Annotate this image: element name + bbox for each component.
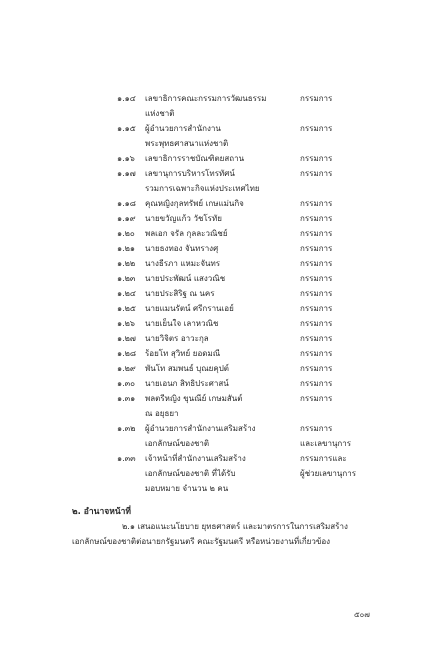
member-number: ๑.๓๒ — [117, 424, 136, 433]
member-row — [0, 151, 432, 166]
member-role — [300, 91, 400, 121]
member-role — [300, 271, 400, 286]
member-number: ๑.๑๕ — [117, 124, 136, 133]
member-row — [0, 286, 432, 301]
member-role-line: กรรมการ — [300, 364, 333, 373]
member-row — [0, 226, 432, 241]
member-name — [145, 166, 300, 196]
member-row — [0, 91, 432, 121]
member-number: ๑.๑๖ — [117, 154, 135, 163]
member-name — [145, 451, 300, 496]
member-name-line: เลขาธิการราชบัณฑิตยสถาน — [145, 154, 245, 163]
member-row — [0, 346, 432, 361]
duty-line: ๒.๑ เสนอแนะนโยบาย ยุทธศาสตร์ และมาตรการในการเสริมสร้าง — [122, 522, 348, 531]
member-role-line: กรรมการ — [300, 349, 333, 358]
member-name-line: ผู้อำนวยการสำนักงานเสริมสร้าง — [145, 424, 256, 433]
member-name-line: ณ อยุธยา — [145, 409, 179, 418]
member-role-line: กรรมการ — [300, 259, 333, 268]
duty-paragraph — [72, 519, 372, 549]
member-number: ๑.๒๘ — [117, 349, 137, 358]
member-number: ๑.๑๙ — [117, 214, 136, 223]
member-role-line: กรรมการ — [300, 214, 333, 223]
duty-line: เอกลักษณ์ของชาติต่อนายกรัฐมนตรี คณะรัฐมนตรี หรือหน่วยงานที่เกี่ยวข้อง — [72, 537, 331, 546]
member-number: ๑.๒๔ — [117, 289, 136, 298]
member-name-line: เลขานุการบริหารโทรทัศน์ — [145, 169, 235, 178]
member-name-line: นายเย็นใจ เลาหวณิช — [145, 319, 219, 328]
member-role — [300, 451, 400, 496]
member-name-line: คุณหญิงกุลทรัพย์ เกษแม่นกิจ — [145, 199, 244, 208]
member-role-line: กรรมการ — [300, 229, 333, 238]
member-number: ๑.๒๒ — [117, 259, 136, 268]
member-number: ๑.๒๐ — [117, 229, 135, 238]
member-name — [145, 196, 300, 211]
member-role — [300, 421, 400, 451]
member-role — [300, 361, 400, 376]
member-role-line: ผู้ช่วยเลขานุการ — [300, 469, 356, 478]
member-role — [300, 391, 400, 421]
member-role — [300, 286, 400, 301]
member-row — [0, 361, 432, 376]
member-role-line: กรรมการ — [300, 274, 333, 283]
member-role-line: กรรมการ — [300, 169, 333, 178]
member-name-line: นายประสิริฐ ณ นคร — [145, 289, 215, 298]
member-number: ๑.๑๗ — [117, 169, 136, 178]
member-role-line: กรรมการ — [300, 244, 333, 253]
member-role — [300, 331, 400, 346]
member-name-line: พลตรีหญิง ขุนณีย์ เกษมสันต์ — [145, 394, 243, 403]
member-role-line: กรรมการ — [300, 124, 333, 133]
member-number: ๑.๑๔ — [117, 94, 136, 103]
member-name — [145, 346, 300, 361]
member-name-line: พระพุทธศาสนาแห่งชาติ — [145, 139, 229, 148]
member-name-line: เจ้าหน้าที่สำนักงานเสริมสร้าง — [145, 454, 246, 463]
member-row — [0, 196, 432, 211]
member-row — [0, 391, 432, 421]
member-role-line: และเลขานุการ — [300, 439, 352, 448]
member-name — [145, 256, 300, 271]
member-name — [145, 271, 300, 286]
page-number: ๕๐๗ — [354, 610, 370, 619]
member-role-line: กรรมการ — [300, 319, 333, 328]
member-number: ๑.๒๙ — [117, 364, 136, 373]
member-number: ๑.๑๘ — [117, 199, 136, 208]
member-name-line: นางธีรภา แหมะจันทร — [145, 259, 221, 268]
member-row — [0, 256, 432, 271]
member-row — [0, 301, 432, 316]
member-role-line: กรรมการ — [300, 304, 333, 313]
member-number: ๑.๓๐ — [117, 379, 135, 388]
member-name — [145, 226, 300, 241]
member-name-line: รวมการเฉพาะกิจแห่งประเทศไทย — [145, 184, 260, 193]
member-number: ๑.๒๖ — [117, 319, 135, 328]
member-name — [145, 391, 300, 421]
member-name — [145, 316, 300, 331]
section-heading: ๒. อำนาจหน้าที่ — [72, 507, 132, 517]
member-row — [0, 331, 432, 346]
member-role-line: กรรมการและ — [300, 454, 347, 463]
member-row — [0, 121, 432, 151]
member-name — [145, 211, 300, 226]
member-number: ๑.๒๓ — [117, 274, 136, 283]
member-number: ๑.๓๑ — [117, 394, 136, 403]
member-name-line: ผู้อำนวยการสำนักงาน — [145, 124, 221, 133]
member-row — [0, 271, 432, 286]
member-row — [0, 316, 432, 331]
member-name-line: นายธงทอง จันทรางศุ — [145, 244, 219, 253]
member-role-line: กรรมการ — [300, 394, 333, 403]
member-name-line: มอบหมาย จำนวน ๒ คน — [145, 484, 229, 493]
member-name — [145, 361, 300, 376]
member-number: ๑.๓๓ — [117, 454, 136, 463]
member-number: ๑.๒๑ — [117, 244, 135, 253]
committee-member-list — [0, 91, 432, 496]
member-name — [145, 151, 300, 166]
member-role — [300, 301, 400, 316]
member-row — [0, 451, 432, 496]
member-number: ๑.๒๕ — [117, 304, 136, 313]
member-role — [300, 241, 400, 256]
member-name — [145, 286, 300, 301]
member-name-line: พันโท สมพนธ์ บุณยคุปต์ — [145, 364, 229, 373]
member-name-line: เลขาธิการคณะกรรมการวัฒนธรรม — [145, 94, 267, 103]
member-role — [300, 166, 400, 196]
member-number: ๑.๒๗ — [117, 334, 136, 343]
member-role-line: กรรมการ — [300, 424, 333, 433]
member-row — [0, 376, 432, 391]
member-name — [145, 301, 300, 316]
member-role — [300, 256, 400, 271]
member-role — [300, 196, 400, 211]
member-name-line: นายประพัฒน์ แสงวณิช — [145, 274, 226, 283]
member-role-line: กรรมการ — [300, 199, 333, 208]
member-name-line: เอกลักษณ์ของชาติ ที่ได้รับ — [145, 469, 236, 478]
member-row — [0, 421, 432, 451]
member-name-line: นายวิจิตร อาวะกุล — [145, 334, 209, 343]
member-role — [300, 346, 400, 361]
member-name — [145, 331, 300, 346]
member-name-line: ร้อยโท สุวิทย์ ยอดมณี — [145, 349, 221, 358]
member-role — [300, 121, 400, 151]
member-name — [145, 376, 300, 391]
member-role — [300, 316, 400, 331]
member-role-line: กรรมการ — [300, 334, 333, 343]
member-name-line: พลเอก จรัล กุลละวณิชย์ — [145, 229, 228, 238]
member-role-line: กรรมการ — [300, 94, 333, 103]
member-row — [0, 166, 432, 196]
member-name-line: นายแมนรัตน์ ศรีกรานเอย์ — [145, 304, 234, 313]
member-role — [300, 151, 400, 166]
member-role — [300, 376, 400, 391]
member-name-line: นายเอนก สิทธิประศาสน์ — [145, 379, 229, 388]
member-role-line: กรรมการ — [300, 154, 333, 163]
member-name — [145, 241, 300, 256]
member-role-line: กรรมการ — [300, 379, 333, 388]
member-row — [0, 211, 432, 226]
member-role-line: กรรมการ — [300, 289, 333, 298]
member-name — [145, 421, 300, 451]
member-name-line: เอกลักษณ์ของชาติ — [145, 439, 210, 448]
member-name-line: แห่งชาติ — [145, 109, 175, 118]
member-name — [145, 121, 300, 151]
member-name-line: นายขวัญแก้ว วัชโรทัย — [145, 214, 222, 223]
member-name — [145, 91, 300, 121]
member-role — [300, 211, 400, 226]
member-row — [0, 241, 432, 256]
member-role — [300, 226, 400, 241]
